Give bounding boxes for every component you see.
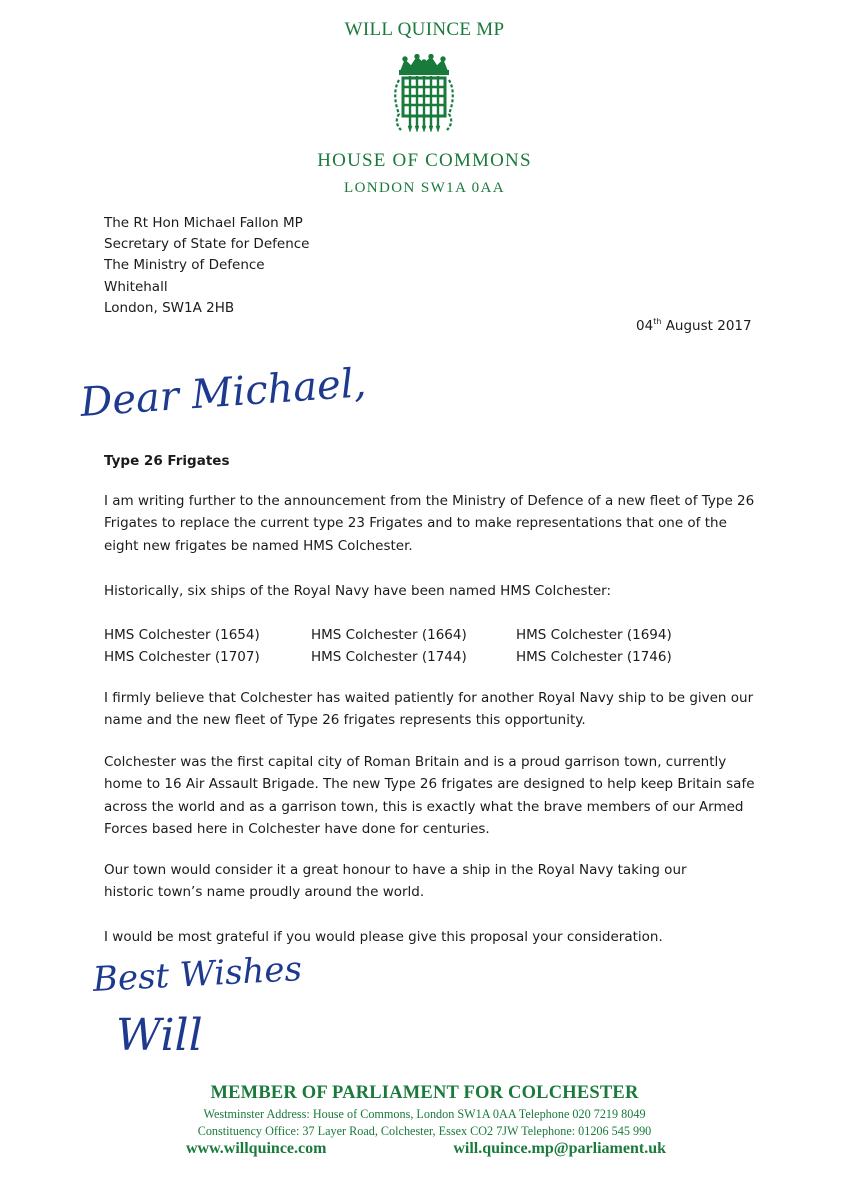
ship-name: HMS Colchester (1694) — [516, 627, 672, 643]
footer-title: MEMBER OF PARLIAMENT FOR COLCHESTER — [210, 1083, 639, 1103]
letterhead-house: HOUSE OF COMMONS — [317, 150, 532, 171]
paragraph-garrison: Colchester was the first capital city of Roman Britain and is a proud garrison town, currently home to 16 Air Assault Brigade. The new Type 26 frigates are designed to help keep Britain safe across the world and as a garrison town, this is exactly what the brave members of our Armed Forces based here in Colchester have done for centuries. — [104, 754, 755, 838]
ship-name: HMS Colchester (1744) — [311, 649, 467, 665]
recipient-line: Secretary of State for Defence — [104, 236, 310, 253]
paragraph-intro: I am writing further to the announcement from the Ministry of Defence of a new fleet of Type 26 Frigates to replace the current type 23 Frigates and to make representations that one of the eight new frigates be named HMS Colchester. — [104, 493, 755, 554]
date-day: 04 — [636, 318, 654, 334]
footer-westminster-address: Westminster Address: House of Commons, London SW1A 0AA Telephone 020 7219 8049 — [203, 1107, 646, 1121]
recipient-line: London, SW1A 2HB — [104, 299, 235, 316]
ship-name: HMS Colchester (1746) — [516, 649, 672, 665]
letterhead-address: LONDON SW1A 0AA — [344, 180, 505, 196]
subject-line: Type 26 Frigates — [104, 453, 230, 469]
date-suffix: th — [653, 317, 662, 326]
ship-name: HMS Colchester (1664) — [311, 627, 467, 643]
ship-name: HMS Colchester (1707) — [104, 649, 260, 665]
paragraph-history: Historically, six ships of the Royal Navy have been named HMS Colchester: — [104, 583, 612, 599]
ship-name: HMS Colchester (1654) — [104, 627, 260, 643]
paragraph-request: I would be most grateful if you would please give this proposal your consideration. — [104, 929, 663, 945]
recipient-line: Whitehall — [104, 278, 168, 295]
paragraph-honour: Our town would consider it a great honour to have a ship in the Royal Navy taking our historic town’s name proudly around the world. — [104, 862, 687, 901]
date-month-year: August 2017 — [661, 318, 752, 334]
handwritten-signature: Will — [116, 1010, 203, 1061]
footer-email-link[interactable]: will.quince.mp@parliament.uk — [453, 1140, 666, 1157]
portcullis-icon — [391, 54, 457, 134]
letter-date — [636, 317, 752, 334]
handwritten-salutation: Dear Michael, — [78, 360, 368, 426]
ship-list — [104, 624, 724, 668]
recipient-line: The Ministry of Defence — [104, 257, 265, 274]
letterhead-mp-name: WILL QUINCE MP — [344, 19, 505, 40]
footer-website-link[interactable]: www.willquince.com — [186, 1140, 327, 1157]
recipient-line: The Rt Hon Michael Fallon MP — [104, 215, 303, 231]
handwritten-closing: Best Wishes — [91, 949, 303, 1000]
footer-constituency-address: Constituency Office: 37 Layer Road, Colchester, Essex CO2 7JW Telephone: 01206 545 990 — [197, 1124, 652, 1138]
paragraph-belief: I firmly believe that Colchester has waited patiently for another Royal Navy ship to be given our name and the new fleet of Type 26 frigates represents this opportunity. — [104, 690, 754, 729]
recipient-address — [104, 213, 309, 319]
